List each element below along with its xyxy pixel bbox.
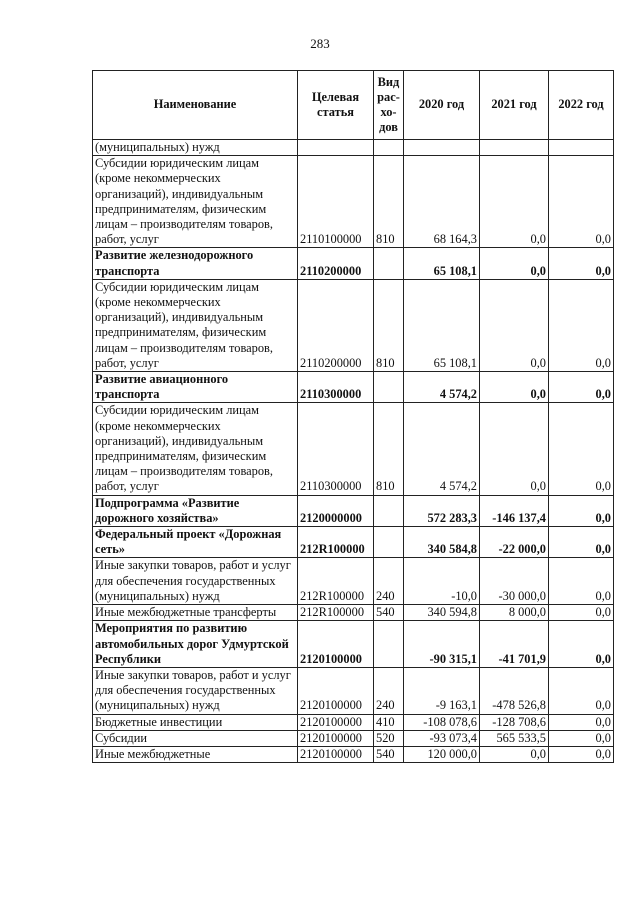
row-name: Подпрограмма «Развитие дорожного хозяйства» [93, 495, 298, 526]
table-row [93, 372, 614, 403]
header-2021: 2021 год [480, 71, 549, 140]
row-value-2022: 0,0 [549, 714, 614, 730]
row-value-2020: 340 594,8 [404, 605, 480, 621]
row-value-2020: 572 283,3 [404, 495, 480, 526]
row-name: Субсидии юридическим лицам (кроме некоммерческих организаций), индивидуальным предпринимателям, физическим лицам – производителям товаров, работ, услуг [93, 279, 298, 371]
row-value-2021 [480, 140, 549, 156]
row-value-2022: 0,0 [549, 667, 614, 714]
row-name: Иные межбюджетные [93, 746, 298, 762]
row-name: Иные закупки товаров, работ и услуг для обеспечения государственных (муниципальных) нужд [93, 558, 298, 605]
table-row [93, 279, 614, 371]
row-value-2021: 8 000,0 [480, 605, 549, 621]
row-code: 212R100000 [298, 558, 374, 605]
row-value-2020: 340 584,8 [404, 527, 480, 558]
row-code: 2110300000 [298, 403, 374, 495]
row-value-2020: 4 574,2 [404, 372, 480, 403]
row-value-2021: 0,0 [480, 372, 549, 403]
row-value-2022 [549, 140, 614, 156]
table-row [93, 621, 614, 668]
row-name: Мероприятия по развитию автомобильных дорог Удмуртской Республики [93, 621, 298, 668]
row-value-2020: 65 108,1 [404, 279, 480, 371]
row-name: Федеральный проект «Дорожная сеть» [93, 527, 298, 558]
row-expense-type [374, 140, 404, 156]
row-value-2020: -93 073,4 [404, 730, 480, 746]
row-expense-type: 540 [374, 746, 404, 762]
header-code: Целевая статья [298, 71, 374, 140]
table-row [93, 667, 614, 714]
table-row [93, 403, 614, 495]
row-code: 212R100000 [298, 605, 374, 621]
table-row [93, 730, 614, 746]
row-expense-type [374, 372, 404, 403]
header-2022: 2022 год [549, 71, 614, 140]
row-expense-type: 810 [374, 279, 404, 371]
row-value-2020: 68 164,3 [404, 156, 480, 248]
row-value-2020: -9 163,1 [404, 667, 480, 714]
row-value-2021: 0,0 [480, 248, 549, 279]
row-code: 2110300000 [298, 372, 374, 403]
row-name: Иные закупки товаров, работ и услуг для обеспечения государственных (муниципальных) нужд [93, 667, 298, 714]
row-value-2020: 65 108,1 [404, 248, 480, 279]
row-expense-type: 410 [374, 714, 404, 730]
row-code: 2110200000 [298, 248, 374, 279]
row-code: 212R100000 [298, 527, 374, 558]
row-expense-type: 240 [374, 558, 404, 605]
table-row [93, 746, 614, 762]
row-code: 2110200000 [298, 279, 374, 371]
row-value-2022: 0,0 [549, 248, 614, 279]
row-code: 2120100000 [298, 667, 374, 714]
row-value-2021: 0,0 [480, 746, 549, 762]
header-name: Наименование [93, 71, 298, 140]
page-number: 283 [310, 36, 330, 51]
table-row [93, 156, 614, 248]
row-code: 2120000000 [298, 495, 374, 526]
row-value-2021: 0,0 [480, 403, 549, 495]
row-expense-type: 810 [374, 403, 404, 495]
row-value-2021: -128 708,6 [480, 714, 549, 730]
row-code: 2120100000 [298, 730, 374, 746]
row-value-2020 [404, 140, 480, 156]
row-expense-type [374, 527, 404, 558]
row-value-2021: -478 526,8 [480, 667, 549, 714]
table-row [93, 495, 614, 526]
row-name: Развитие железнодорожного транспорта [93, 248, 298, 279]
table-row [93, 558, 614, 605]
table-body [93, 140, 614, 763]
row-value-2022: 0,0 [549, 527, 614, 558]
row-value-2020: 120 000,0 [404, 746, 480, 762]
header-2020: 2020 год [404, 71, 480, 140]
row-expense-type: 810 [374, 156, 404, 248]
row-code: 2120100000 [298, 621, 374, 668]
row-value-2022: 0,0 [549, 605, 614, 621]
row-expense-type: 240 [374, 667, 404, 714]
row-value-2022: 0,0 [549, 279, 614, 371]
row-value-2022: 0,0 [549, 621, 614, 668]
row-name: Развитие авиационного транспорта [93, 372, 298, 403]
row-expense-type [374, 248, 404, 279]
row-expense-type: 540 [374, 605, 404, 621]
row-value-2020: -90 315,1 [404, 621, 480, 668]
row-value-2021: 565 533,5 [480, 730, 549, 746]
row-value-2022: 0,0 [549, 495, 614, 526]
row-value-2022: 0,0 [549, 558, 614, 605]
row-name: Бюджетные инвестиции [93, 714, 298, 730]
row-code: 2120100000 [298, 746, 374, 762]
row-name: (муниципальных) нужд [93, 140, 298, 156]
table-header-row [93, 71, 614, 140]
row-value-2020: -108 078,6 [404, 714, 480, 730]
budget-table [92, 70, 614, 763]
row-value-2022: 0,0 [549, 403, 614, 495]
row-expense-type [374, 621, 404, 668]
row-value-2022: 0,0 [549, 746, 614, 762]
row-name: Субсидии юридическим лицам (кроме некоммерческих организаций), индивидуальным предпринимателям, физическим лицам – производителям товаров, работ, услуг [93, 403, 298, 495]
row-expense-type: 520 [374, 730, 404, 746]
table-row [93, 714, 614, 730]
row-value-2021: -22 000,0 [480, 527, 549, 558]
row-value-2022: 0,0 [549, 372, 614, 403]
row-value-2021: -146 137,4 [480, 495, 549, 526]
row-value-2021: -30 000,0 [480, 558, 549, 605]
row-value-2022: 0,0 [549, 156, 614, 248]
row-value-2020: -10,0 [404, 558, 480, 605]
row-value-2021: -41 701,9 [480, 621, 549, 668]
table-row [93, 140, 614, 156]
header-vid: Вид рас-хо-дов [374, 71, 404, 140]
row-name: Иные межбюджетные трансферты [93, 605, 298, 621]
table-row [93, 248, 614, 279]
row-name: Субсидии юридическим лицам (кроме некоммерческих организаций), индивидуальным предпринимателям, физическим лицам – производителям товаров, работ, услуг [93, 156, 298, 248]
row-code: 2110100000 [298, 156, 374, 248]
row-value-2020: 4 574,2 [404, 403, 480, 495]
row-code [298, 140, 374, 156]
row-code: 2120100000 [298, 714, 374, 730]
row-name: Субсидии [93, 730, 298, 746]
table-row [93, 527, 614, 558]
row-value-2021: 0,0 [480, 279, 549, 371]
row-value-2022: 0,0 [549, 730, 614, 746]
row-value-2021: 0,0 [480, 156, 549, 248]
table-row [93, 605, 614, 621]
row-expense-type [374, 495, 404, 526]
